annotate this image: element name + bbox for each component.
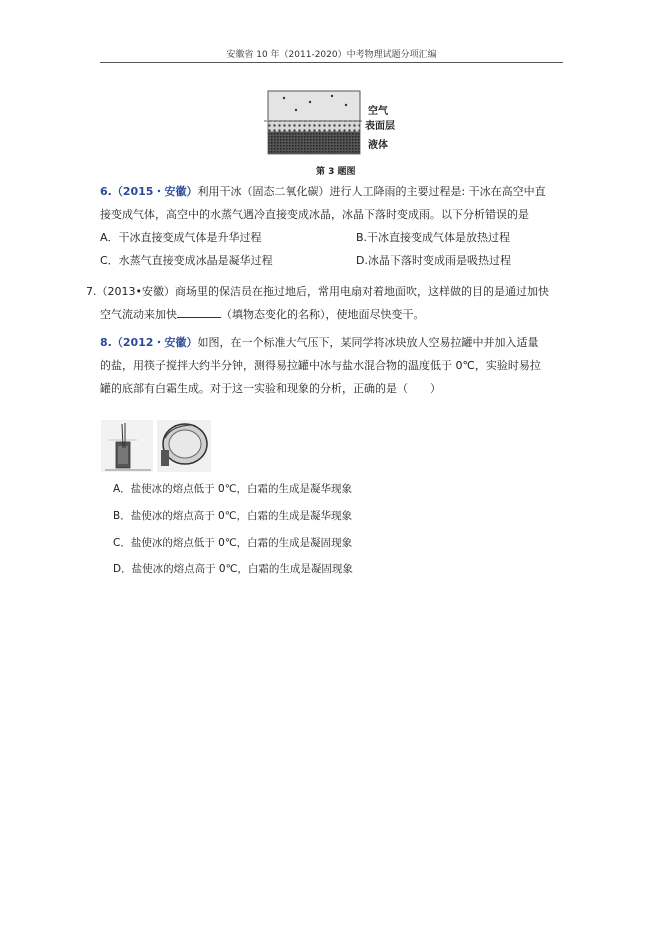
q8-option-a: A．盐使冰的熔点低于 0℃，白霜的生成是凝华现象: [113, 483, 352, 495]
q7-answer-blank: [177, 307, 221, 318]
q6-option-c: C．水蒸气直接变成冰晶是凝华过程: [100, 254, 273, 267]
q6-option-b: B.干冰直接变成气体是放热过程: [356, 231, 511, 244]
page-header: 安徽省 10 年（2011-2020）中考物理试题分项汇编: [226, 50, 437, 60]
q6-source: 6.（2015・安徽）: [100, 185, 198, 198]
q6-stem-1: 利用干冰（固态二氧化碳）进行人工降雨的主要过程是: 干冰在高空中直: [197, 185, 546, 198]
q6-option-d: D.冰晶下落时变成雨是吸热过程: [356, 254, 511, 267]
q7-line-2: [100, 307, 425, 322]
fig3-label-surface: 表面层: [365, 121, 395, 132]
figure-3-diagram: [262, 88, 410, 158]
q8-stem-3: 罐的底部有白霜生成。对于这一实验和现象的分析，正确的是（ ）: [100, 382, 441, 395]
q6-option-a: A．干冰直接变成气体是升华过程: [100, 231, 262, 244]
q8-option-d: D．盐使冰的熔点高于 0℃，白霜的生成是凝固现象: [113, 563, 353, 575]
q8-option-b: B．盐使冰的熔点高于 0℃，白霜的生成是凝华现象: [113, 510, 353, 522]
q6-line-1: [100, 185, 546, 199]
q7-stem-1: 7.（2013•安徽）商场里的保洁员在拖过地后，常用电扇对着地面吹，这样做的目的是通过加快: [86, 285, 549, 298]
figure-3-caption: 第 3 题图: [316, 167, 356, 177]
figure-8-photos: [101, 420, 211, 472]
fig3-label-liquid: 液体: [368, 140, 388, 151]
q8-option-c: C．盐使冰的熔点低于 0℃，白霜的生成是凝固现象: [113, 537, 353, 549]
fig3-label-air: 空气: [368, 106, 388, 117]
q8-stem-2: 的盐，用筷子搅拌大约半分钟，测得易拉罐中冰与盐水混合物的温度低于 0℃，实验时易拉: [100, 359, 541, 372]
q6-stem-2: 接变成气体，高空中的水蒸气遇冷直接变成冰晶，冰晶下落时变成雨。以下分析错误的是: [100, 208, 529, 221]
q8-line-1: [100, 336, 538, 350]
q8-source: 8.（2012・安徽）: [100, 336, 198, 349]
q7-stem-2b: （填物态变化的名称），使地面尽快变干。: [221, 308, 425, 321]
q7-stem-2a: 空气流动来加快: [100, 308, 177, 321]
q8-stem-1: 如图，在一个标准大气压下，某同学将冰块放人空易拉罐中并加入适量: [197, 336, 539, 349]
header-divider: [100, 62, 563, 63]
